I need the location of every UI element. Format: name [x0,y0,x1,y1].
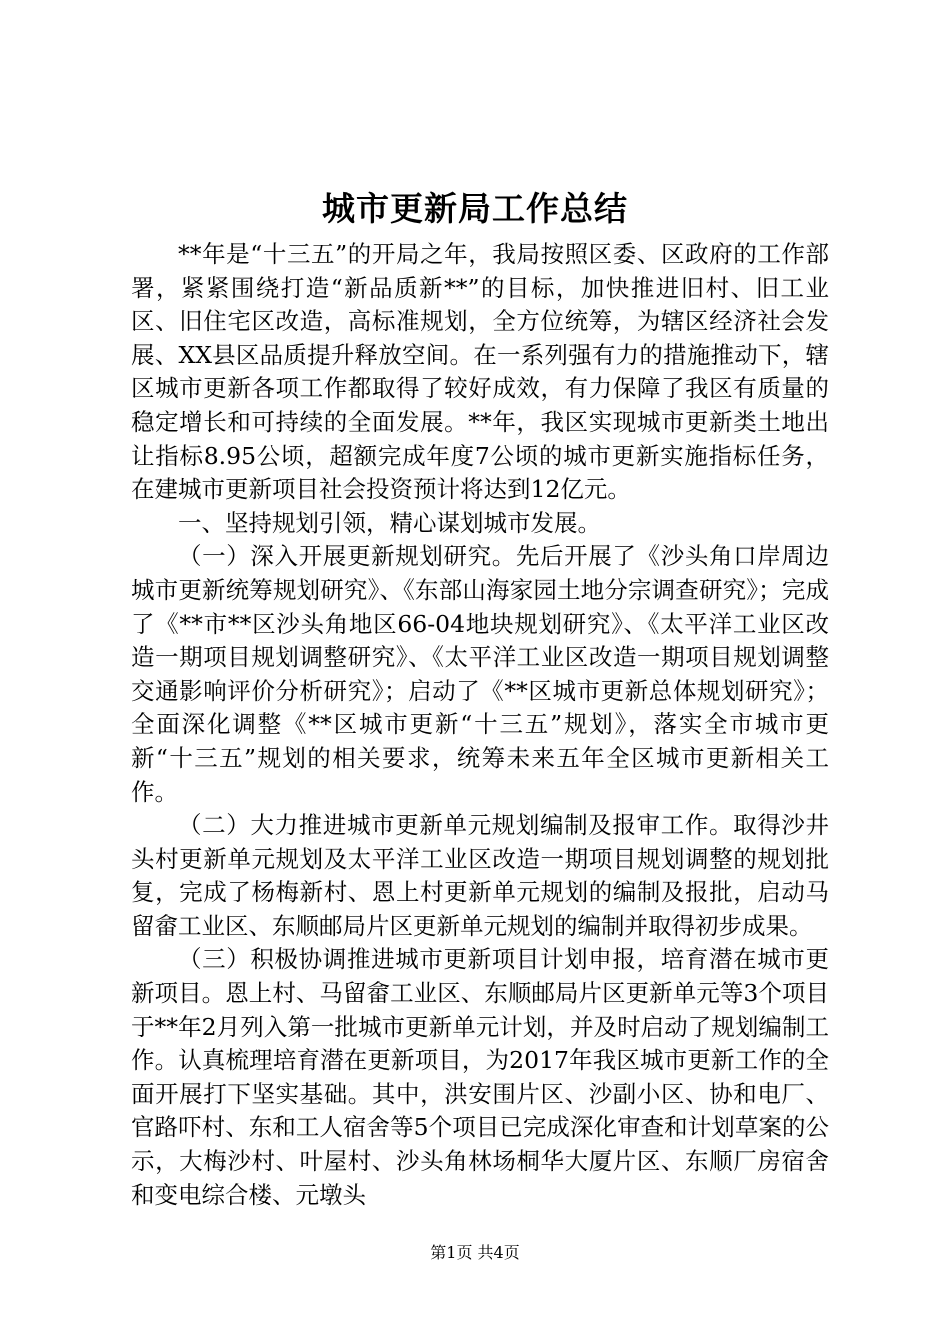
document-body [131,238,829,1212]
page-number-footer: 第1页 共4页 [430,1243,520,1262]
paragraph-intro: **年是“十三五”的开局之年，我局按照区委、区政府的工作部署，紧紧围绕打造“新品质新**”的目标，加快推进旧村、旧工业区、旧住宅区改造，高标准规划，全方位统筹，为辖区经济社会发展、XX县区品质提升释放空间。在一系列强有力的措施推动下，辖区城市更新各项工作都取得了较好成效，有力保障了我区有质量的稳定增长和可持续的全面发展。**年，我区实现城市更新类土地出让指标8.95公顷，超额完成年度7公顷的城市更新实施指标任务，在建城市更新项目社会投资预计将达到12亿元。 [131,240,829,504]
paragraph-sub-2: （二）大力推进城市更新单元规划编制及报审工作。取得沙井头村更新单元规划及太平洋工业区改造一期项目规划调整的规划批复，完成了杨梅新村、恩上村更新单元规划的编制及报批，启动马留畲工业区、东顺邮局片区更新单元规划的编制并取得初步成果。 [131,811,829,940]
paragraph-sub-3: （三）积极协调推进城市更新项目计划申报，培育潜在城市更新项目。恩上村、马留畲工业区、东顺邮局片区更新单元等3个项目于**年2月列入第一批城市更新单元计划，并及时启动了规划编制工作。认真梳理培育潜在更新项目，为2017年我区城市更新工作的全面开展打下坚实基础。其中，洪安围片区、沙副小区、协和电厂、官路吓村、东和工人宿舍等5个项目已完成深化审查和计划草案的公示，大梅沙村、叶屋村、沙头角林场桐华大厦片区、东顺厂房宿舍和变电综合楼、元墩头 [131,945,829,1209]
paragraph-sub-1: （一）深入开展更新规划研究。先后开展了《沙头角口岸周边城市更新统筹规划研究》、《东部山海家园土地分宗调查研究》；完成了《**市**区沙头角地区66-04地块规划研究》、《太平洋工业区改造一期项目规划调整研究》、《太平洋工业区改造一期项目规划调整交通影响评价分析研究》；启动了《**区城市更新总体规划研究》；全面深化调整《**区城市更新“十三五”规划》，落实全市城市更新“十三五”规划的相关要求，统筹未来五年全区城市更新相关工作。 [131,542,829,806]
section-heading-1: 一、坚持规划引领，精心谋划城市发展。 [178,508,601,537]
page-title: 城市更新局工作总结 [322,189,628,228]
